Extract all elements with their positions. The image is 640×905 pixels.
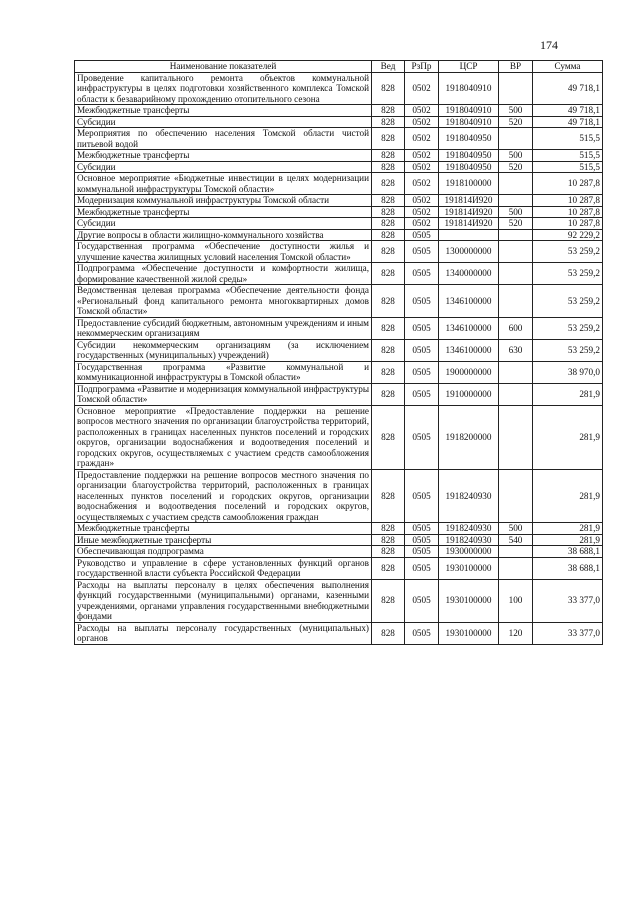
header-rzpr: РзПр	[405, 61, 439, 73]
cell-ved: 828	[372, 534, 405, 546]
cell-csr: 1930100000	[439, 579, 499, 622]
cell-vr	[499, 263, 533, 285]
cell-sum: 515,5	[533, 161, 603, 173]
cell-sum: 38 970,0	[533, 361, 603, 383]
cell-csr: 1918240930	[439, 469, 499, 523]
cell-sum: 281,9	[533, 469, 603, 523]
cell-sum: 53 259,2	[533, 241, 603, 263]
cell-csr: 191814И920	[439, 195, 499, 207]
cell-ved: 828	[372, 339, 405, 361]
cell-csr: 1900000000	[439, 361, 499, 383]
cell-rzpr: 0502	[405, 105, 439, 117]
cell-sum: 38 688,1	[533, 557, 603, 579]
cell-name: Расходы на выплаты персоналу в целях обеспечения выполнения функций государственными (муниципальными) органами, казенными учреждениями, органами управления государственными внебюджетными фондами	[75, 579, 372, 622]
table-row	[75, 622, 603, 644]
cell-sum: 281,9	[533, 383, 603, 405]
cell-vr: 500	[499, 206, 533, 218]
table-row	[75, 72, 603, 105]
cell-rzpr: 0502	[405, 150, 439, 162]
cell-vr: 500	[499, 150, 533, 162]
cell-name: Модернизация коммунальной инфраструктуры Томской области	[75, 195, 372, 207]
table-body	[75, 72, 603, 644]
cell-rzpr: 0502	[405, 161, 439, 173]
cell-name: Руководство и управление в сфере установленных функций органов государственной власти субъекта Российской Федерации	[75, 557, 372, 579]
cell-csr	[439, 229, 499, 241]
header-sum: Сумма	[533, 61, 603, 73]
header-name: Наименование показателей	[75, 61, 372, 73]
cell-rzpr: 0502	[405, 116, 439, 128]
table-row	[75, 383, 603, 405]
cell-vr: 520	[499, 116, 533, 128]
cell-rzpr: 0505	[405, 317, 439, 339]
cell-ved: 828	[372, 241, 405, 263]
cell-rzpr: 0502	[405, 195, 439, 207]
cell-ved: 828	[372, 218, 405, 230]
cell-csr: 1918240930	[439, 534, 499, 546]
cell-rzpr: 0505	[405, 339, 439, 361]
cell-csr: 1918040910	[439, 72, 499, 105]
cell-rzpr: 0505	[405, 263, 439, 285]
cell-vr	[499, 405, 533, 469]
cell-vr	[499, 128, 533, 150]
cell-ved: 828	[372, 383, 405, 405]
cell-csr: 1930100000	[439, 557, 499, 579]
table-row	[75, 218, 603, 230]
cell-csr: 1930000000	[439, 546, 499, 558]
cell-name: Обеспечивающая подпрограмма	[75, 546, 372, 558]
cell-name: Предоставление поддержки на решение вопросов местного значения по организации благоустройства территорий, расположенных в границах населенных пунктов поселений и городских округов, организации водоснабжения и водоотведения поселений и городских округов, осуществляемых с участием средств самообложения граждан	[75, 469, 372, 523]
cell-vr: 520	[499, 161, 533, 173]
cell-name: Основное мероприятие «Бюджетные инвестиции в целях модернизации коммунальной инфраструктуры Томской области»	[75, 173, 372, 195]
cell-vr	[499, 72, 533, 105]
cell-csr: 1930100000	[439, 622, 499, 644]
cell-csr: 1918100000	[439, 173, 499, 195]
cell-sum: 33 377,0	[533, 622, 603, 644]
cell-sum: 49 718,1	[533, 105, 603, 117]
cell-sum: 10 287,8	[533, 218, 603, 230]
table-row	[75, 229, 603, 241]
cell-ved: 828	[372, 72, 405, 105]
cell-sum: 53 259,2	[533, 317, 603, 339]
table-row	[75, 405, 603, 469]
cell-csr: 1346100000	[439, 339, 499, 361]
header-vr: ВР	[499, 61, 533, 73]
table-row	[75, 534, 603, 546]
cell-sum: 38 688,1	[533, 546, 603, 558]
cell-csr: 191814И920	[439, 206, 499, 218]
cell-sum: 92 229,2	[533, 229, 603, 241]
table-row	[75, 579, 603, 622]
cell-rzpr: 0502	[405, 128, 439, 150]
cell-csr: 1346100000	[439, 285, 499, 318]
cell-vr: 520	[499, 218, 533, 230]
table-row	[75, 361, 603, 383]
cell-ved: 828	[372, 206, 405, 218]
cell-rzpr: 0505	[405, 523, 439, 535]
cell-vr	[499, 285, 533, 318]
cell-vr: 540	[499, 534, 533, 546]
cell-vr	[499, 241, 533, 263]
cell-csr: 1918040950	[439, 150, 499, 162]
cell-sum: 33 377,0	[533, 579, 603, 622]
cell-csr: 1918040950	[439, 128, 499, 150]
cell-rzpr: 0505	[405, 557, 439, 579]
table-row	[75, 285, 603, 318]
table-row	[75, 317, 603, 339]
cell-sum: 49 718,1	[533, 116, 603, 128]
cell-ved: 828	[372, 546, 405, 558]
table-row	[75, 206, 603, 218]
cell-rzpr: 0505	[405, 546, 439, 558]
cell-sum: 515,5	[533, 128, 603, 150]
table-row	[75, 339, 603, 361]
cell-sum: 10 287,8	[533, 173, 603, 195]
cell-ved: 828	[372, 128, 405, 150]
cell-csr: 1340000000	[439, 263, 499, 285]
cell-vr	[499, 383, 533, 405]
cell-ved: 828	[372, 263, 405, 285]
cell-name: Субсидии	[75, 116, 372, 128]
cell-rzpr: 0505	[405, 361, 439, 383]
table-row	[75, 469, 603, 523]
cell-ved: 828	[372, 557, 405, 579]
header-ved: Вед	[372, 61, 405, 73]
cell-name: Субсидии	[75, 218, 372, 230]
table-row	[75, 195, 603, 207]
cell-name: Другие вопросы в области жилищно-коммунального хозяйства	[75, 229, 372, 241]
budget-table	[74, 60, 603, 645]
cell-csr: 1300000000	[439, 241, 499, 263]
cell-ved: 828	[372, 229, 405, 241]
page-number: 174	[540, 38, 558, 52]
cell-sum: 281,9	[533, 534, 603, 546]
cell-vr	[499, 546, 533, 558]
cell-sum: 281,9	[533, 405, 603, 469]
cell-name: Проведение капитального ремонта объектов коммунальной инфраструктуры в целях подготовки хозяйственного комплекса Томской области к безаварийному прохождению отопительного сезона	[75, 72, 372, 105]
table-row	[75, 116, 603, 128]
cell-sum: 515,5	[533, 150, 603, 162]
cell-name: Подпрограмма «Развитие и модернизация коммунальной инфраструктуры Томской области»	[75, 383, 372, 405]
cell-rzpr: 0505	[405, 534, 439, 546]
cell-vr	[499, 361, 533, 383]
cell-csr: 1918040950	[439, 161, 499, 173]
cell-sum: 49 718,1	[533, 72, 603, 105]
cell-name: Субсидии	[75, 161, 372, 173]
cell-name: Основное мероприятие «Предоставление поддержки на решение вопросов местного значения по организации благоустройства территорий, расположенных в границах населенных пунктов поселений и городских округов, организации водоснабжения и водоотведения поселений и городских округов, осуществляемых с участием средств самообложения граждан»	[75, 405, 372, 469]
cell-vr: 500	[499, 523, 533, 535]
table-row	[75, 546, 603, 558]
cell-name: Расходы на выплаты персоналу государственных (муниципальных) органов	[75, 622, 372, 644]
cell-ved: 828	[372, 116, 405, 128]
cell-vr: 100	[499, 579, 533, 622]
cell-rzpr: 0505	[405, 285, 439, 318]
cell-vr: 120	[499, 622, 533, 644]
cell-ved: 828	[372, 405, 405, 469]
table-row	[75, 263, 603, 285]
cell-name: Субсидии некоммерческим организациям (за исключением государственных (муниципальных) учреждений)	[75, 339, 372, 361]
cell-ved: 828	[372, 105, 405, 117]
cell-csr: 1918040910	[439, 116, 499, 128]
cell-name: Межбюджетные трансферты	[75, 105, 372, 117]
cell-csr: 1918200000	[439, 405, 499, 469]
cell-vr: 500	[499, 105, 533, 117]
table-row	[75, 557, 603, 579]
cell-rzpr: 0505	[405, 229, 439, 241]
cell-ved: 828	[372, 317, 405, 339]
cell-rzpr: 0502	[405, 206, 439, 218]
cell-name: Межбюджетные трансферты	[75, 206, 372, 218]
cell-ved: 828	[372, 173, 405, 195]
cell-name: Иные межбюджетные трансферты	[75, 534, 372, 546]
cell-vr	[499, 557, 533, 579]
table-row	[75, 173, 603, 195]
cell-ved: 828	[372, 161, 405, 173]
cell-rzpr: 0502	[405, 72, 439, 105]
cell-name: Межбюджетные трансферты	[75, 523, 372, 535]
cell-rzpr: 0502	[405, 218, 439, 230]
cell-ved: 828	[372, 579, 405, 622]
cell-csr: 1910000000	[439, 383, 499, 405]
cell-csr: 1918240930	[439, 523, 499, 535]
cell-rzpr: 0505	[405, 383, 439, 405]
cell-vr	[499, 469, 533, 523]
cell-sum: 53 259,2	[533, 285, 603, 318]
cell-ved: 828	[372, 195, 405, 207]
cell-sum: 53 259,2	[533, 339, 603, 361]
table-row	[75, 105, 603, 117]
table-row	[75, 523, 603, 535]
cell-vr	[499, 229, 533, 241]
cell-ved: 828	[372, 150, 405, 162]
cell-rzpr: 0505	[405, 469, 439, 523]
header-csr: ЦСР	[439, 61, 499, 73]
cell-vr	[499, 173, 533, 195]
cell-ved: 828	[372, 622, 405, 644]
cell-ved: 828	[372, 469, 405, 523]
cell-rzpr: 0502	[405, 173, 439, 195]
table-header-row	[75, 61, 603, 73]
cell-ved: 828	[372, 361, 405, 383]
cell-sum: 281,9	[533, 523, 603, 535]
cell-name: Государственная программа «Развитие коммунальной и коммуникационной инфраструктуры в Томской области»	[75, 361, 372, 383]
cell-name: Ведомственная целевая программа «Обеспечение деятельности фонда «Региональный фонд капитального ремонта многоквартирных домов Томской области»	[75, 285, 372, 318]
table-row	[75, 161, 603, 173]
cell-sum: 10 287,8	[533, 206, 603, 218]
cell-rzpr: 0505	[405, 579, 439, 622]
cell-ved: 828	[372, 285, 405, 318]
cell-rzpr: 0505	[405, 241, 439, 263]
cell-csr: 1346100000	[439, 317, 499, 339]
cell-vr: 630	[499, 339, 533, 361]
cell-sum: 10 287,8	[533, 195, 603, 207]
cell-name: Подпрограмма «Обеспечение доступности и комфортности жилища, формирование качественной жилой среды»	[75, 263, 372, 285]
cell-csr: 191814И920	[439, 218, 499, 230]
cell-name: Государственная программа «Обеспечение доступности жилья и улучшение качества жилищных условий населения Томской области»	[75, 241, 372, 263]
cell-name: Межбюджетные трансферты	[75, 150, 372, 162]
cell-rzpr: 0505	[405, 405, 439, 469]
cell-name: Мероприятия по обеспечению населения Томской области чистой питьевой водой	[75, 128, 372, 150]
cell-vr	[499, 195, 533, 207]
cell-ved: 828	[372, 523, 405, 535]
table-row	[75, 150, 603, 162]
table-row	[75, 241, 603, 263]
cell-rzpr: 0505	[405, 622, 439, 644]
cell-vr: 600	[499, 317, 533, 339]
table-row	[75, 128, 603, 150]
cell-csr: 1918040910	[439, 105, 499, 117]
cell-name: Предоставление субсидий бюджетным, автономным учреждениям и иным некоммерческим организациям	[75, 317, 372, 339]
cell-sum: 53 259,2	[533, 263, 603, 285]
